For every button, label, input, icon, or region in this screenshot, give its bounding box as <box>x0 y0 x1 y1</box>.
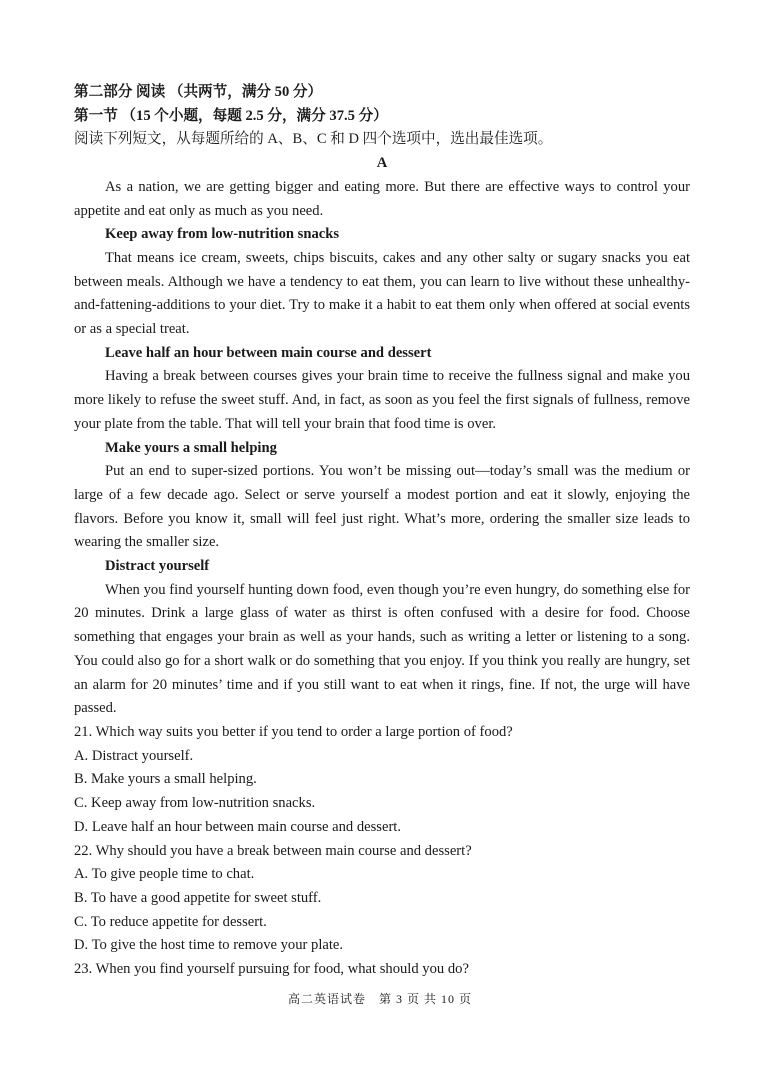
question-option: C. Keep away from low-nutrition snacks. <box>74 795 316 812</box>
page-footer: 高二英语试卷 第 3 页 共 10 页 <box>287 992 472 1006</box>
question-option: D. To give the host time to remove your plate. <box>74 937 344 954</box>
part-title: 第二部分 阅读 （共两节，满分 50 分） <box>74 84 323 100</box>
question-stem: 23. When you find yourself pursuing for food, what should you do? <box>74 961 469 978</box>
question-stem: 22. Why should you have a break between main course and dessert? <box>74 842 472 859</box>
section-heading: Make yours a small helping <box>105 439 277 456</box>
instruction: 阅读下列短文，从每题所给的 A、B、C 和 D 四个选项中，选出最佳选项。 <box>74 131 553 148</box>
question-option: D. Leave half an hour between main course and dessert. <box>74 818 402 835</box>
passage-intro: As a nation, we are getting bigger and eating more. But there are effective ways to control your appetite and eat only as much as you need. <box>74 178 690 219</box>
question-option: C. To reduce appetite for dessert. <box>74 913 267 930</box>
question-option: B. Make yours a small helping. <box>74 771 257 788</box>
question-option: B. To have a good appetite for sweet stuff. <box>74 889 322 906</box>
section-heading: Leave half an hour between main course and dessert <box>105 344 432 361</box>
section-heading: Distract yourself <box>105 558 210 575</box>
section-body: Put an end to super-sized portions. You won’t be missing out—today’s small was the medium or large of a few decade ago. Select or serve yourself a modest portion and eat it slowly, enjoying the flavors. Before you know it, small will feel just right. What’s more, ordering the smaller size leads to wearing the smaller size. <box>74 463 690 551</box>
question-option: A. Distract yourself. <box>74 747 194 764</box>
section-body: When you find yourself hunting down food, even though you’re even hungry, do something else for 20 minutes. Drink a large glass of water as thirst is often confused with a desire for food. Choose something that engages your brain as well as your hands, such as writing a letter or listening to a song. You could also go for a short walk or do something that you enjoy. If you think you really are hungry, set an alarm for 20 minutes’ time and if you still want to eat when it rings, fine. If not, the urge will have passed. <box>74 581 690 717</box>
section-title: 第一节 （15 个小题，每题 2.5 分，满分 37.5 分） <box>74 107 388 124</box>
section-body: That means ice cream, sweets, chips biscuits, cakes and any other salty or sugary snacks you eat between meals. Although we have a tendency to eat them, you can learn to live without these unhealthy-and-fattening-additions to your diet. Try to make it a habit to eat them only when offered at social events or as a special treat. <box>74 249 690 338</box>
passage-label: A <box>376 155 388 172</box>
section-heading: Keep away from low-nutrition snacks <box>105 226 340 243</box>
question-stem: 21. Which way suits you better if you tend to order a large portion of food? <box>74 723 513 740</box>
exam-page <box>74 81 690 982</box>
question-option: A. To give people time to chat. <box>74 866 255 883</box>
section-body: Having a break between courses gives your brain time to receive the fullness signal and make you more likely to refuse the sweet stuff. And, in fact, as soon as you feel the first signals of fullness, remove your plate from the table. That will tell your brain that food time is over. <box>74 368 690 432</box>
